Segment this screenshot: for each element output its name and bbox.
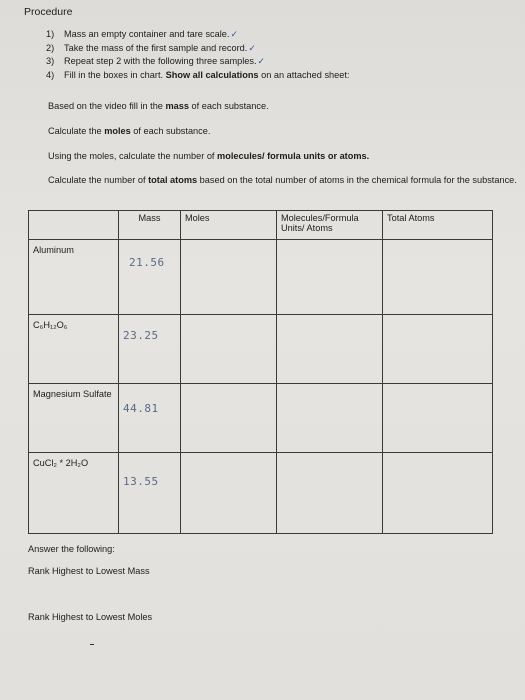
molecules-cell[interactable] [277,240,383,315]
instruction-bold: mass [165,101,189,111]
instruction-text: Based on the video fill in the [48,101,166,111]
step-number: 1) [46,29,55,39]
step-2 [46,42,349,56]
header-mass: Mass [119,211,181,240]
table-row [29,315,493,384]
procedure-steps [46,28,349,82]
mass-cell[interactable] [119,240,181,315]
moles-cell[interactable] [181,240,277,315]
step-text-tail: on an attached sheet: [258,69,350,80]
total-atoms-cell[interactable] [383,315,493,384]
header-total-atoms: Total Atoms [383,211,493,240]
instruction-bold: molecules/ formula units or atoms. [217,151,370,161]
instruction-text: Calculate the [48,126,105,136]
total-atoms-cell[interactable] [383,384,493,453]
header-moles: Moles [181,211,277,240]
step-3 [46,55,349,69]
step-text: Fill in the boxes in chart. [64,69,166,80]
data-table [28,210,493,534]
table-row [29,453,493,534]
step-number: 4) [46,69,55,80]
total-atoms-cell[interactable] [383,240,493,315]
molecules-cell[interactable] [277,315,383,384]
row-label-cell [29,315,119,384]
instruction-mass [48,100,518,113]
instruction-text: of each substance. [188,101,269,111]
moles-cell[interactable] [181,315,277,384]
header-molecules: Molecules/Formula Units/ Atoms [277,211,383,240]
handwritten-mass: 23.25 [123,329,159,342]
moles-cell[interactable] [181,453,277,534]
row-label: C₆H₁₂O₆ [33,320,68,330]
table-header-row [29,211,493,240]
step-text-bold: Show all calculations [165,69,259,80]
instruction-total-atoms [48,174,518,187]
molecules-cell[interactable] [277,384,383,453]
step-number: 3) [46,56,55,67]
mass-cell[interactable] [119,384,181,453]
step-text: Repeat step 2 with the following three samples. [64,56,257,67]
checkmark-icon: ✓ [257,56,266,67]
checkmark-icon: ✓ [230,29,239,39]
handwritten-mass: 44.81 [123,402,159,415]
procedure-heading: Procedure [24,6,73,18]
rank-moles-prompt: Rank Highest to Lowest Moles [28,612,153,622]
moles-cell[interactable] [181,384,277,453]
total-atoms-cell[interactable] [383,453,493,534]
row-label: Aluminum [33,245,74,255]
instruction-moles [48,125,518,138]
header-blank [29,211,119,240]
step-1 [46,28,349,42]
instruction-bold: total atoms [148,175,198,185]
handwritten-mass: 21.56 [129,256,165,269]
step-number: 2) [46,42,55,53]
instruction-molecules [48,150,518,163]
instruction-bold: moles [104,126,131,136]
step-text: Take the mass of the first sample and record. [64,42,248,53]
rank-mass-prompt: Rank Highest to Lowest Mass [28,566,150,576]
row-label: Magnesium Sulfate [33,389,112,399]
step-text: Mass an empty container and tare scale. [64,29,230,39]
table-row [29,384,493,453]
row-label-cell [29,453,119,534]
row-label: CuCl₂ * 2H₂O [33,458,89,468]
step-4 [46,69,349,83]
row-label-cell [29,240,119,315]
molecules-cell[interactable] [277,453,383,534]
handwritten-mass: 13.55 [123,475,159,488]
mass-cell[interactable] [119,315,181,384]
answer-heading: Answer the following: [28,544,115,554]
instruction-text: Calculate the number of [48,175,149,185]
table-row [29,240,493,315]
mass-cell[interactable] [119,453,181,534]
instruction-text: of each substance. [130,126,211,136]
pen-mark [90,644,94,645]
instruction-text: Using the moles, calculate the number of [48,151,218,161]
checkmark-icon: ✓ [248,42,256,53]
instruction-text: based on the total number of atoms in the chemical formula for the substance. [197,175,517,185]
row-label-cell [29,384,119,453]
